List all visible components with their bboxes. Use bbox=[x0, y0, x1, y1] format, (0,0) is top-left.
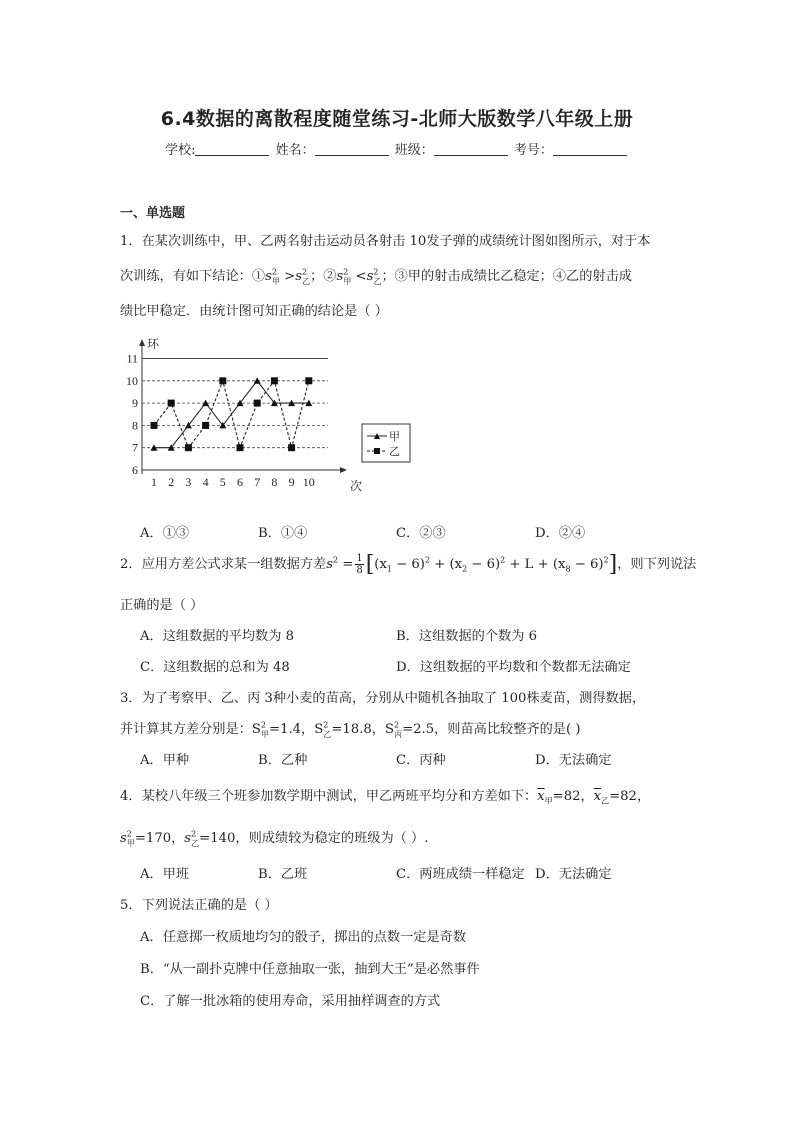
square-point bbox=[254, 400, 261, 407]
page-title: 6.4数据的离散程度随堂练习-北师大版数学八年级上册 bbox=[160, 108, 634, 130]
square-point bbox=[202, 422, 209, 429]
exam-id-label: 考号： bbox=[513, 143, 553, 158]
x-tick-label: 6 bbox=[237, 475, 243, 489]
q2-option-d[interactable]: D．这组数据的平均数和个数都无法确定 bbox=[396, 660, 631, 675]
q1-line2: 次训练，有如下结论：$①s^2_甲 >s^2_乙$；$②s^2_甲 <s^2_乙$；③甲的射击成绩比乙稳定；④乙的射击成 bbox=[120, 267, 632, 286]
square-point bbox=[288, 444, 295, 451]
q3-option-a[interactable]: A．甲种 bbox=[140, 753, 190, 768]
q4-option-c[interactable]: C．两班成绩一样稳定 bbox=[396, 867, 525, 882]
legend-square bbox=[374, 448, 380, 454]
legend-box bbox=[362, 424, 410, 462]
q4-option-a[interactable]: A．甲班 bbox=[140, 867, 190, 882]
class-blank[interactable] bbox=[434, 142, 508, 156]
square-point bbox=[237, 444, 244, 451]
q3-option-d[interactable]: D．无法确定 bbox=[535, 753, 612, 768]
y-tick-label: 9 bbox=[132, 396, 138, 411]
x-tick-label: 9 bbox=[288, 475, 295, 489]
q2-option-c[interactable]: C．这组数据的总和为 48 bbox=[140, 660, 290, 675]
x-tick-label: 1 bbox=[151, 475, 157, 489]
q5-option-a[interactable]: A．任意掷一枚质地均匀的骰子，掷出的点数一定是奇数 bbox=[140, 930, 467, 945]
shooting-scores-chart bbox=[118, 336, 400, 506]
q2-option-b[interactable]: B．这组数据的个数为 6 bbox=[396, 629, 537, 644]
q4-option-b[interactable]: B．乙班 bbox=[258, 867, 308, 882]
q3-option-b[interactable]: B．乙种 bbox=[258, 753, 308, 768]
q3-line1: 3．为了考察甲、乙、丙 3种小麦的苗高，分别从中随机各抽取了 100株麦苗，测得数据， bbox=[120, 691, 646, 706]
square-point bbox=[219, 377, 226, 384]
q4-line2: $s^2_甲=170$，$s^2_乙=140$，则成绩较为稳定的班级为（ ）. bbox=[120, 829, 429, 848]
q2-option-a[interactable]: A．这组数据的平均数为 8 bbox=[140, 629, 294, 644]
series-line-yi bbox=[154, 381, 309, 448]
school-label: 学校: bbox=[165, 143, 196, 158]
q5-option-b[interactable]: B．“从一副扑克牌中任意抽取一张，抽到大王”是必然事件 bbox=[140, 962, 480, 977]
y-tick-label: 6 bbox=[132, 463, 138, 477]
q1-line3: 绩比甲稳定．由统计图可知正确的结论是（ ） bbox=[120, 304, 388, 319]
square-point bbox=[151, 422, 158, 429]
q3-line2: 并计算其方差分别是：$S^2_甲=1.4$，$S^2_乙=18.8$，$S^2_丙=2.5$，则苗高比较整齐的是( ) bbox=[120, 720, 581, 739]
x-axis-label: 次 bbox=[350, 479, 363, 493]
q1-option-a[interactable]: A．①③ bbox=[140, 526, 190, 541]
x-tick-label: 3 bbox=[185, 475, 192, 489]
x-tick-label: 7 bbox=[254, 475, 261, 489]
y-axis-label: 环 bbox=[147, 337, 160, 351]
q1-option-b[interactable]: B．①④ bbox=[258, 526, 308, 541]
x-tick-label: 8 bbox=[271, 475, 278, 489]
y-tick-label: 11 bbox=[126, 351, 138, 366]
q3-option-c[interactable]: C．丙种 bbox=[396, 753, 446, 768]
q5-line1: 5．下列说法正确的是（ ） bbox=[120, 898, 278, 913]
square-point bbox=[185, 444, 192, 451]
q4-line1: 4．某校八年级三个班参加数学期中测试，甲乙两班平均分和方差如下：$\overline{x}_甲=82$，$\overline{x}_乙=82$， bbox=[120, 789, 651, 806]
x-tick-label: 2 bbox=[168, 475, 175, 489]
q4-option-d[interactable]: D．无法确定 bbox=[535, 867, 612, 882]
exam-id-blank[interactable] bbox=[553, 142, 627, 156]
q1-line1: 1．在某次训练中，甲、乙两名射击运动员各射击 10发子弹的成绩统计图如图所示，对于本 bbox=[120, 234, 651, 249]
y-tick-label: 10 bbox=[126, 373, 138, 388]
square-point bbox=[305, 377, 312, 384]
name-blank[interactable] bbox=[315, 142, 389, 156]
square-point bbox=[168, 400, 175, 407]
y-axis-arrow bbox=[139, 339, 145, 346]
class-label: 班级： bbox=[394, 143, 434, 158]
q2-line1: 2．应用方差公式求某一组数据方差$s^2$ = $\frac{1}{8}$ $[(x_1 - 6)^2 + (x_2 - 6)^2 + L + (x_8 - 6)^2]$，则下列说法 bbox=[120, 552, 697, 577]
section-heading: 一、单选题 bbox=[120, 206, 186, 221]
x-axis-arrow bbox=[340, 467, 347, 473]
x-tick-label: 5 bbox=[219, 475, 226, 489]
q5-option-c[interactable]: C．了解一批冰箱的使用寿命，采用抽样调查的方式 bbox=[140, 994, 441, 1009]
name-label: 姓名： bbox=[275, 143, 315, 158]
square-point bbox=[271, 377, 278, 384]
legend-label: 乙 bbox=[389, 445, 400, 458]
legend-label: 甲 bbox=[389, 430, 400, 443]
y-tick-label: 8 bbox=[132, 418, 138, 433]
y-tick-label: 7 bbox=[132, 440, 138, 455]
q2-line2: 正确的是（ ） bbox=[120, 598, 204, 613]
x-tick-label: 10 bbox=[302, 475, 315, 489]
x-tick-label: 4 bbox=[202, 475, 209, 489]
q1-option-d[interactable]: D．②④ bbox=[535, 526, 586, 541]
q1-option-c[interactable]: C．②③ bbox=[396, 526, 446, 541]
school-blank[interactable] bbox=[195, 142, 269, 156]
student-info-line bbox=[0, 139, 794, 158]
